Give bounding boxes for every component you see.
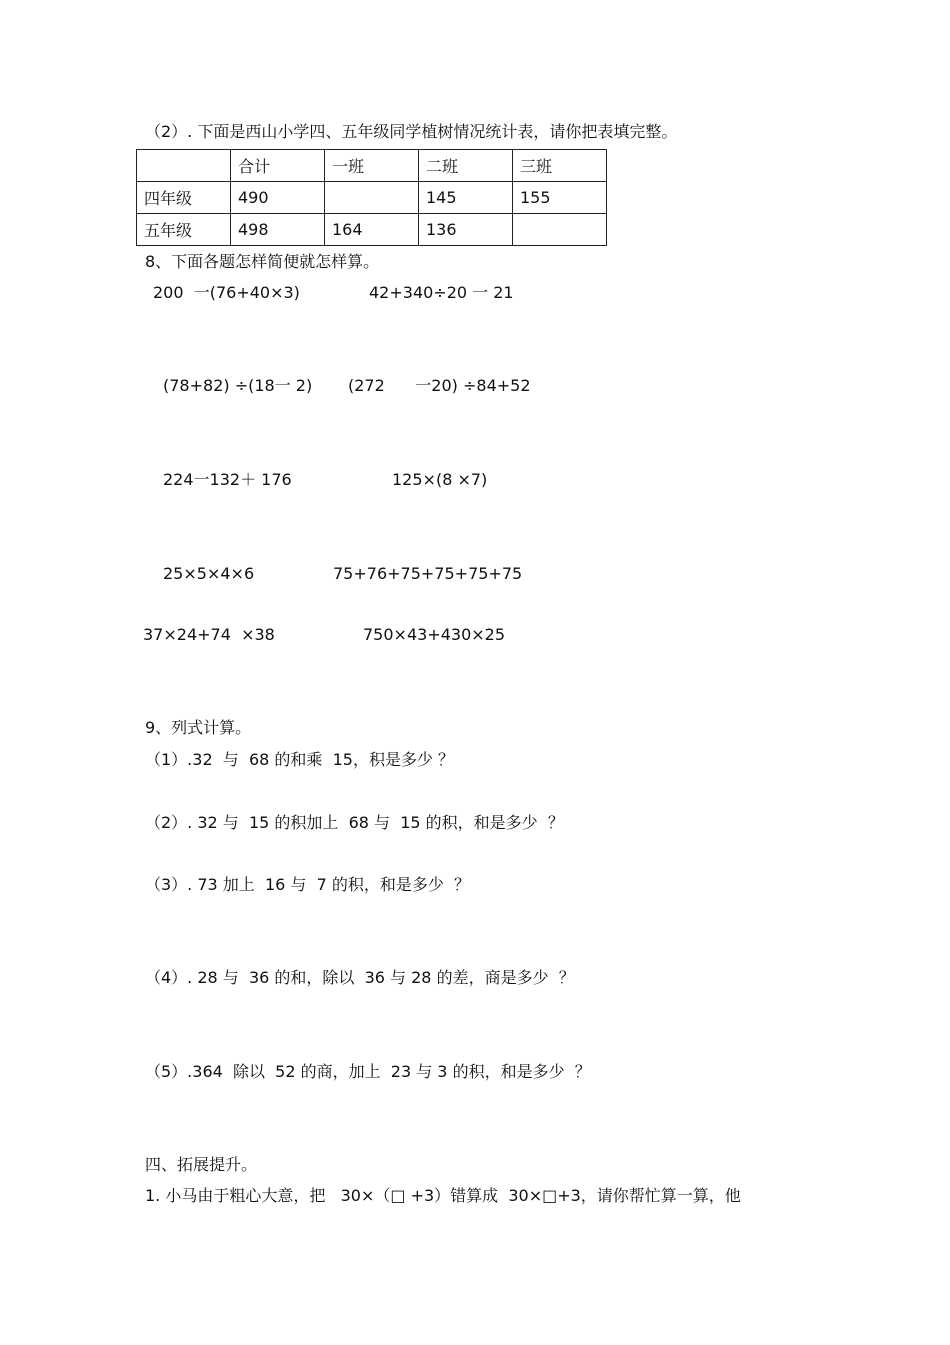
table-cell [137, 150, 231, 182]
table-header-row [137, 150, 607, 182]
problem-item: 200 一(76+40×3) [153, 283, 300, 302]
table-cell: 四年级 [137, 182, 231, 214]
section4-title: 四、拓展提升。 [145, 1155, 258, 1174]
table-cell: 一班 [325, 150, 419, 182]
question-item: （2）. 32 与 15 的积加上 68 与 15 的积，和是多少 ？ [145, 813, 564, 832]
table-row [137, 182, 607, 214]
problem-item: (272 一20) ÷84+52 [348, 376, 531, 395]
problem-item: 37×24+74 ×38 [143, 625, 275, 644]
question-item: （4）. 28 与 36 的和，除以 36 与 28 的差，商是多少 ？ [145, 968, 575, 987]
table-cell: 490 [231, 182, 325, 214]
section9-title: 9、列式计算。 [145, 718, 252, 737]
table-cell: 136 [419, 214, 513, 246]
table-cell [325, 182, 419, 214]
table-cell: 145 [419, 182, 513, 214]
table-row [137, 214, 607, 246]
tree-planting-table [136, 149, 607, 246]
question-item: （5）.364 除以 52 的商，加上 23 与 3 的积，和是多少 ？ [145, 1062, 591, 1081]
table-cell: 合计 [231, 150, 325, 182]
question-item: （1）.32 与 68 的和乘 15，积是多少 ？ [145, 750, 455, 769]
table-cell: 155 [513, 182, 607, 214]
table-cell: 二班 [419, 150, 513, 182]
table-cell [513, 214, 607, 246]
problem-item: (78+82) ÷(18一 2) [163, 376, 313, 395]
problem-item: 42+340÷20 一 21 [369, 283, 514, 302]
problem-item: 224一132＋ 176 [163, 470, 292, 489]
table-cell: 164 [325, 214, 419, 246]
table-intro: （2）. 下面是西山小学四、五年级同学植树情况统计表，请你把表填完整。 [145, 122, 678, 141]
problem-item: 25×5×4×6 [163, 564, 255, 583]
section8-title: 8、下面各题怎样简便就怎样算。 [145, 252, 380, 271]
problem-item: 125×(8 ×7) [392, 470, 488, 489]
extension-question: 1. 小马由于粗心大意，把 30×（□ +3）错算成 30×□+3，请你帮忙算一算，他 [145, 1186, 741, 1205]
problem-item: 750×43+430×25 [363, 625, 506, 644]
table-cell: 498 [231, 214, 325, 246]
table-cell: 五年级 [137, 214, 231, 246]
table-cell: 三班 [513, 150, 607, 182]
problem-item: 75+76+75+75+75+75 [333, 564, 523, 583]
question-item: （3）. 73 加上 16 与 7 的积，和是多少 ？ [145, 875, 471, 894]
